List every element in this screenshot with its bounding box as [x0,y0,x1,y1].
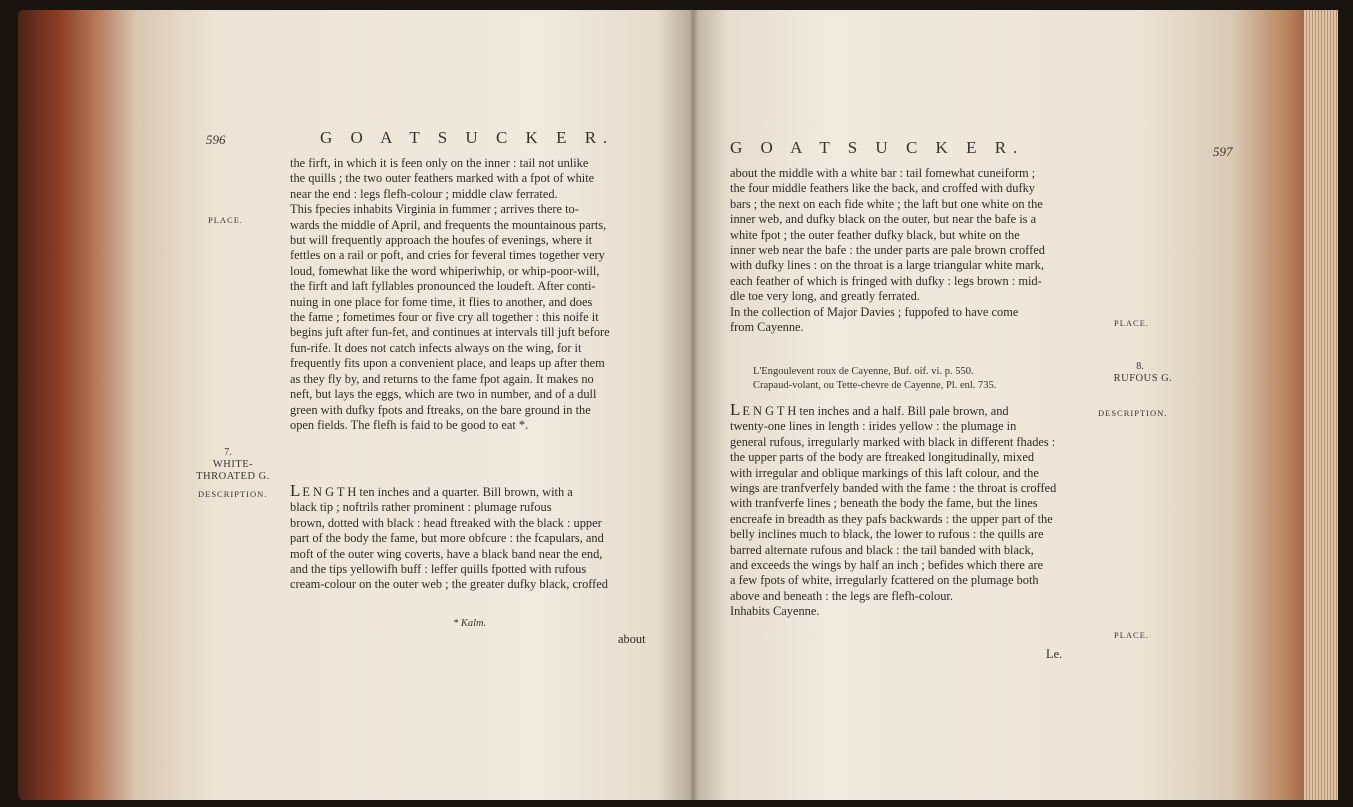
text-line: with irregular and oblique markings of this laft colour, and the [730,465,1039,480]
text-line: as they fly by, and returns to the fame fpot again. It makes no [290,371,594,386]
text-line: moft of the outer wing coverts, have a black band near the end, [290,546,603,561]
left-page [18,10,678,800]
margin-species-name: WHITE- THROATED G. [196,459,270,482]
text-line: each feather of which is fringed with dufky : legs brown : mid- [730,273,1042,288]
text-line: This fpecies inhabits Virginia in fummer ; arrives there to- [290,202,579,217]
running-head-right: G O A T S U C K E R. [730,138,1025,157]
citation-2: Crapaud-volant, ou Tette-chevre de Cayenne, Pl. enl. 735. [753,380,997,391]
margin-note-place-2: PLACE. [1114,630,1150,640]
running-head-left: G O A T S U C K E R. [320,128,615,147]
text-line: nuing in one place for fome time, it flies to another, and does [290,294,593,309]
text-line: encreafe in breadth as they pafs backwards : the upper part of the [730,511,1053,526]
text-line: fun-rife. It does not catch infects always on the wing, for it [290,340,582,355]
margin-note-place-1: PLACE. [1114,318,1150,328]
right-page [678,10,1338,800]
text-line: wings are tranfverfely banded with the fame : the throat is croffed [730,481,1057,496]
text-line: wards the middle of April, and frequents the mountainous parts, [290,217,607,232]
left-description-lines [290,500,650,592]
text-line: with dufky lines : on the throat is a large triangular white mark, [730,258,1044,273]
text-line: inner web, and dufky black on the outer, but near the bafe is a [730,212,1037,227]
page-number-right: 597 [1213,144,1233,159]
text-line: dle toe very long, and greatly ferrated. [730,289,920,304]
margin-note-description-right: DESCRIPTION. [1098,408,1168,418]
catchword-right: Le. [1046,647,1063,661]
text-line: but will frequently approach the houfes of evenings, where it [290,233,593,248]
footnote: * Kalm. [453,618,487,629]
drop-cap-right: L [730,400,743,419]
text-line: loud, fomewhat like the word whiperiwhip, or whip-poor-will, [290,263,600,278]
open-book [18,10,1338,800]
text-line: green with dufky fpots and ftreaks, on the bare ground in the [290,402,591,417]
text-line: black tip ; noftrils rather prominent : plumage rufous [290,500,552,515]
text-line: belly inclines much to black, the lower to rufous : the quills are [730,527,1044,542]
catchword-left: about [618,632,646,646]
text-line: from Cayenne. [730,320,804,335]
text-line: the firft and laft fyllables pronounced the loudeft. After conti- [290,279,596,294]
text-line: and exceeds the wings by half an inch ; befides which there are [730,558,1044,573]
text-line: fettles on a rail or poft, and cries for feveral times together very [290,248,605,263]
margin-species-number: 7. [224,447,232,458]
text-line: general rufous, irregularly marked with black in different fhades : [730,434,1056,449]
margin-species-name-right: RUFOUS G. [1113,373,1173,384]
text-line: the fame ; fometimes four or five cry all together : this noife it [290,310,599,325]
drop-cap: L [290,481,303,500]
margin-species-number-right: 8. [1136,361,1144,372]
text-line: barred alternate rufous and black : the tail banded with black, [730,542,1034,557]
text-line: with tranfverfe lines ; beneath the body the fame, but the lines [730,496,1038,511]
text-line: part of the body the fame, but more obfcure : the fcapulars, and [290,531,604,546]
right-description-paragraph: LE N G T H ten inches and a half. Bill pale brown, and twenty-one lines in length : irides yellow : the plumage in general rufous, irregularly marked with black in different fhades : the upper parts of the body are ftreaked longitudinally, mixed with irregular and oblique markings of this laft colour, and the wings are tranfverfely banded with the fame : the throat is croffed with tranfverfe lines ; beneath the body the fame, but the lines encreafe in breadth as they pafs backwards : the upper part of the belly inclines much to black, the lower to rufous : the quills are barred alternate rufous and black : the tail banded with black, and exceeds the wings by half an inch ; befides which there are a few fpots of white, irregularly fcattered on the plumage both above and beneath : the legs are flefh-colour. Inhabits Cayenne. [730,402,1102,620]
citation-1: L'Engoulevent roux de Cayenne, Buf. oif. vi. p. 550. [753,366,974,377]
text-line: the upper parts of the body are ftreaked longitudinally, mixed [730,450,1035,465]
text-line: the four middle feathers like the back, and croffed with dufky [730,181,1035,196]
text-line: brown, dotted with black : head ftreaked with the black : upper [290,515,602,530]
text-line: a few fpots of white, irregularly fcattered on the plumage both [730,573,1039,588]
text-line: the quills ; the two outer feathers marked with a fpot of white [290,171,595,186]
text-line: Inhabits Cayenne. [730,604,820,619]
text-line: frequently fits upon a convenient place, and leaps up after them [290,356,605,371]
right-page-text-top [730,166,1102,335]
text-line: cream-colour on the outer web ; the greater dufky black, croffed [290,577,608,592]
left-description-paragraph: LE N G T H ten inches and a quarter. Bill brown, with a black tip ; noftrils rather prominent : plumage rufous brown, dotted with black : head ftreaked with the black : upper part of the body the fame, but more obfcure : the fcapulars, and moft of the outer wing coverts, have a black band near the end, and the tips yellowifh buff : leffer quills fpotted with rufous cream-colour on the outer web ; the greater dufky black, croffed [290,483,650,593]
right-description-lines [730,419,1102,619]
left-page-text-top [290,156,650,433]
margin-note-place: PLACE. [208,215,244,225]
text-line: open fields. The flefh is faid to be good to eat *. [290,417,529,432]
text-line: near the end : legs flefh-colour ; middle claw ferrated. [290,186,558,201]
text-line: white fpot ; the outer feather dufky black, but white on the [730,227,1020,242]
text-line: about the middle with a white bar : tail fomewhat cuneiform ; [730,166,1036,180]
text-line: bars ; the next on each fide white ; the laft but one white on the [730,196,1043,211]
text-line: neft, but lays the eggs, which are two in number, and of a dull [290,387,597,402]
text-line: above and beneath : the legs are flefh-colour. [730,588,953,603]
page-number-left: 596 [206,132,226,147]
text-line: and the tips yellowifh buff : leffer quills fpotted with rufous [290,562,587,577]
margin-note-description: DESCRIPTION. [198,489,268,499]
text-line: begins juft after fun-fet, and continues at intervals till juft before [290,325,610,340]
text-line: the firft, in which it is feen only on the inner : tail not unlike [290,156,589,170]
text-line: In the collection of Major Davies ; fuppofed to have come [730,304,1019,319]
text-line: inner web near the bafe : the under parts are pale brown croffed [730,243,1045,258]
text-line: twenty-one lines in length : irides yellow : the plumage in [730,419,1017,434]
